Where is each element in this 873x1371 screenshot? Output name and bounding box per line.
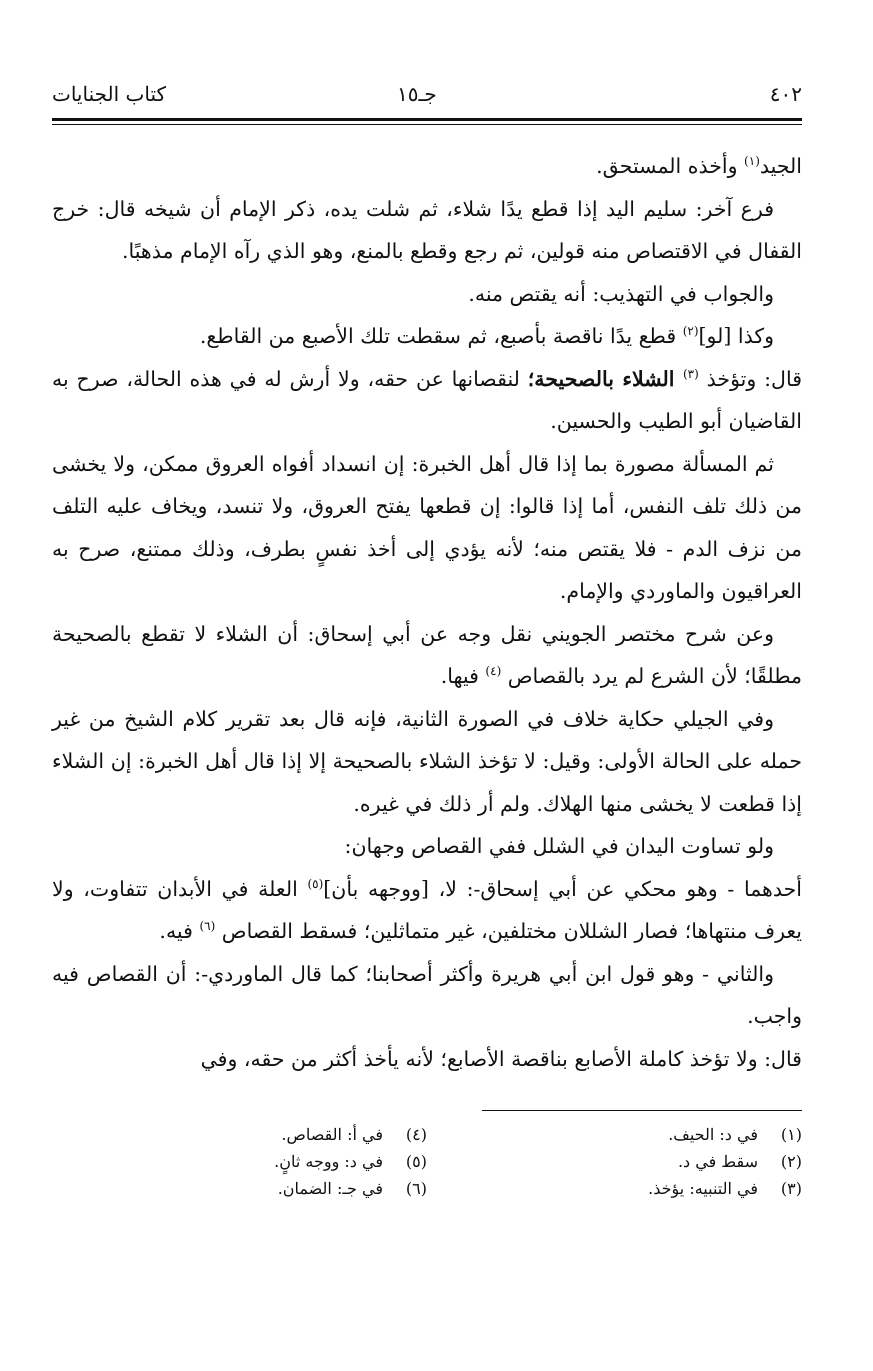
book-page	[52, 70, 802, 1202]
footnote-ref: (٤)	[485, 664, 502, 679]
paragraph	[52, 953, 802, 1038]
footnote-ref: (٢)	[682, 324, 699, 339]
footnote-number: (٢)	[780, 1152, 802, 1171]
text-run: أحدهما - وهو محكي عن أبي إسحاق-: لا، [ووجهه بأن]	[323, 876, 802, 901]
text-run: لنقصانها عن حقه، ولا أرش له في هذه الحالة، صرح به القاضيان أبو الطيب والحسين.	[52, 366, 802, 433]
footnote-number: (٣)	[780, 1179, 802, 1198]
footnote-text: في جـ: الضمان.	[277, 1179, 383, 1198]
text-run: ثم المسألة مصورة بما إذا قال أهل الخبرة: إن انسداد أفواه العروق ممكن، ولا يخشى من ذلك تلف النفس، أما إذا قالوا: إن قطعها يفتح العروق، ولا تنسد، ويخاف عليه التلف من نزف الدم - فلا يقتص منه؛ لأنه يؤدي إلى أخذ نفسٍ بطرف، وذلك ممتنع، صرح به العراقيون والماوردي والإمام.	[52, 451, 802, 603]
footnote-text: في أ: القصاص.	[281, 1125, 383, 1144]
paragraph	[52, 273, 802, 316]
paragraph	[52, 1038, 802, 1081]
text-run: العلة في الأبدان تتفاوت، ولا يعرف منتهاها؛ فصار الشللان مختلفين، غير متماثلين؛ فسقط القصاص	[52, 876, 802, 943]
footnote-number: (١)	[780, 1125, 802, 1144]
body-text	[52, 145, 802, 1080]
book-title: كتاب الجنايات	[52, 82, 167, 106]
text-run: فيها.	[440, 664, 486, 688]
paragraph	[52, 145, 802, 188]
footnote-text: في التنبيه: يؤخذ.	[648, 1179, 758, 1198]
footnote-ref: (١)	[744, 154, 760, 169]
footnotes-left-column	[52, 1121, 427, 1202]
text-run: ولو تساوت اليدان في الشلل ففي القصاص وجهان:	[344, 834, 774, 858]
paragraph	[52, 868, 802, 953]
text-run: فرع آخر: سليم اليد إذا قطع يدًا شلاء، ثم شلت يده، ذكر الإمام أن شيخه قال: خرج القفال في الاقتصاص منه قولين، ثم رجع وقطع بالمنع، وهو الذي رآه الإمام مذهبًا.	[52, 196, 802, 263]
paragraph	[52, 358, 802, 443]
paragraph	[52, 825, 802, 868]
footnote-item	[427, 1175, 802, 1202]
header-rule-thin	[52, 124, 802, 125]
footnote-item	[52, 1175, 427, 1202]
text-run: قال: وتؤخذ	[698, 366, 802, 391]
footnote-number: (٥)	[405, 1152, 427, 1171]
text-run: وفي الجيلي حكاية خلاف في الصورة الثانية، فإنه قال بعد تقرير كلام الشيخ من غير حمله على الحالة الأولى: وقيل: لا تؤخذ الشلاء بالصحيحة إلا إذا قال أهل الخبرة: إن الشلاء إذا قطعت لا يخشى منها الهلاك. ولم أر ذلك في غيره.	[52, 706, 802, 816]
volume-label: جـ١٥	[397, 82, 437, 106]
footnote-item	[52, 1121, 427, 1148]
paragraph	[52, 443, 802, 613]
footnote-ref: (٥)	[307, 876, 324, 891]
footnote-text: سقط في د.	[677, 1152, 758, 1171]
footnotes-right-column	[427, 1121, 802, 1202]
page-number: ٤٠٢	[769, 82, 802, 106]
footnote-item	[52, 1148, 427, 1175]
footnote-number: (٦)	[405, 1179, 427, 1198]
footnote-item	[427, 1148, 802, 1175]
text-run: والجواب في التهذيب: أنه يقتص منه.	[468, 281, 774, 306]
header-rule-thick	[52, 118, 802, 121]
footnote-ref: (٦)	[199, 919, 216, 934]
paragraph	[52, 188, 802, 273]
text-run: الجيد	[759, 154, 802, 178]
text-run: وعن شرح مختصر الجويني نقل وجه عن أبي إسحاق: أن الشلاء لا تقطع بالصحيحة مطلقًا؛ لأن الشرع لم يرد بالقصاص	[52, 621, 802, 688]
footnote-item	[427, 1121, 802, 1148]
bold-text: الشلاء بالصحيحة؛	[527, 366, 683, 391]
footnote-ref: (٣)	[682, 366, 699, 381]
footnotes	[52, 1121, 802, 1202]
text-run: والثاني - وهو قول ابن أبي هريرة وأكثر أصحابنا؛ كما قال الماوردي-: أن القصاص فيه واجب.	[52, 961, 802, 1028]
footnote-number: (٤)	[405, 1125, 427, 1144]
footnote-text: في د: الحيف.	[668, 1125, 758, 1144]
running-header	[52, 70, 802, 114]
text-run: قطع يدًا ناقصة بأصبع، ثم سقطت تلك الأصبع من القاطع.	[199, 324, 683, 348]
text-run: وأخذه المستحق.	[596, 154, 745, 178]
paragraph	[52, 613, 802, 698]
text-run: وكذا [لو]	[698, 324, 774, 348]
footnote-separator	[482, 1110, 802, 1111]
paragraph	[52, 315, 802, 358]
text-run: فيه.	[159, 919, 200, 943]
footnote-text: في د: ووجه ثانٍ.	[274, 1152, 383, 1171]
text-run: قال: ولا تؤخذ كاملة الأصابع بناقصة الأصابع؛ لأنه يأخذ أكثر من حقه، وفي	[200, 1046, 802, 1071]
paragraph	[52, 698, 802, 826]
